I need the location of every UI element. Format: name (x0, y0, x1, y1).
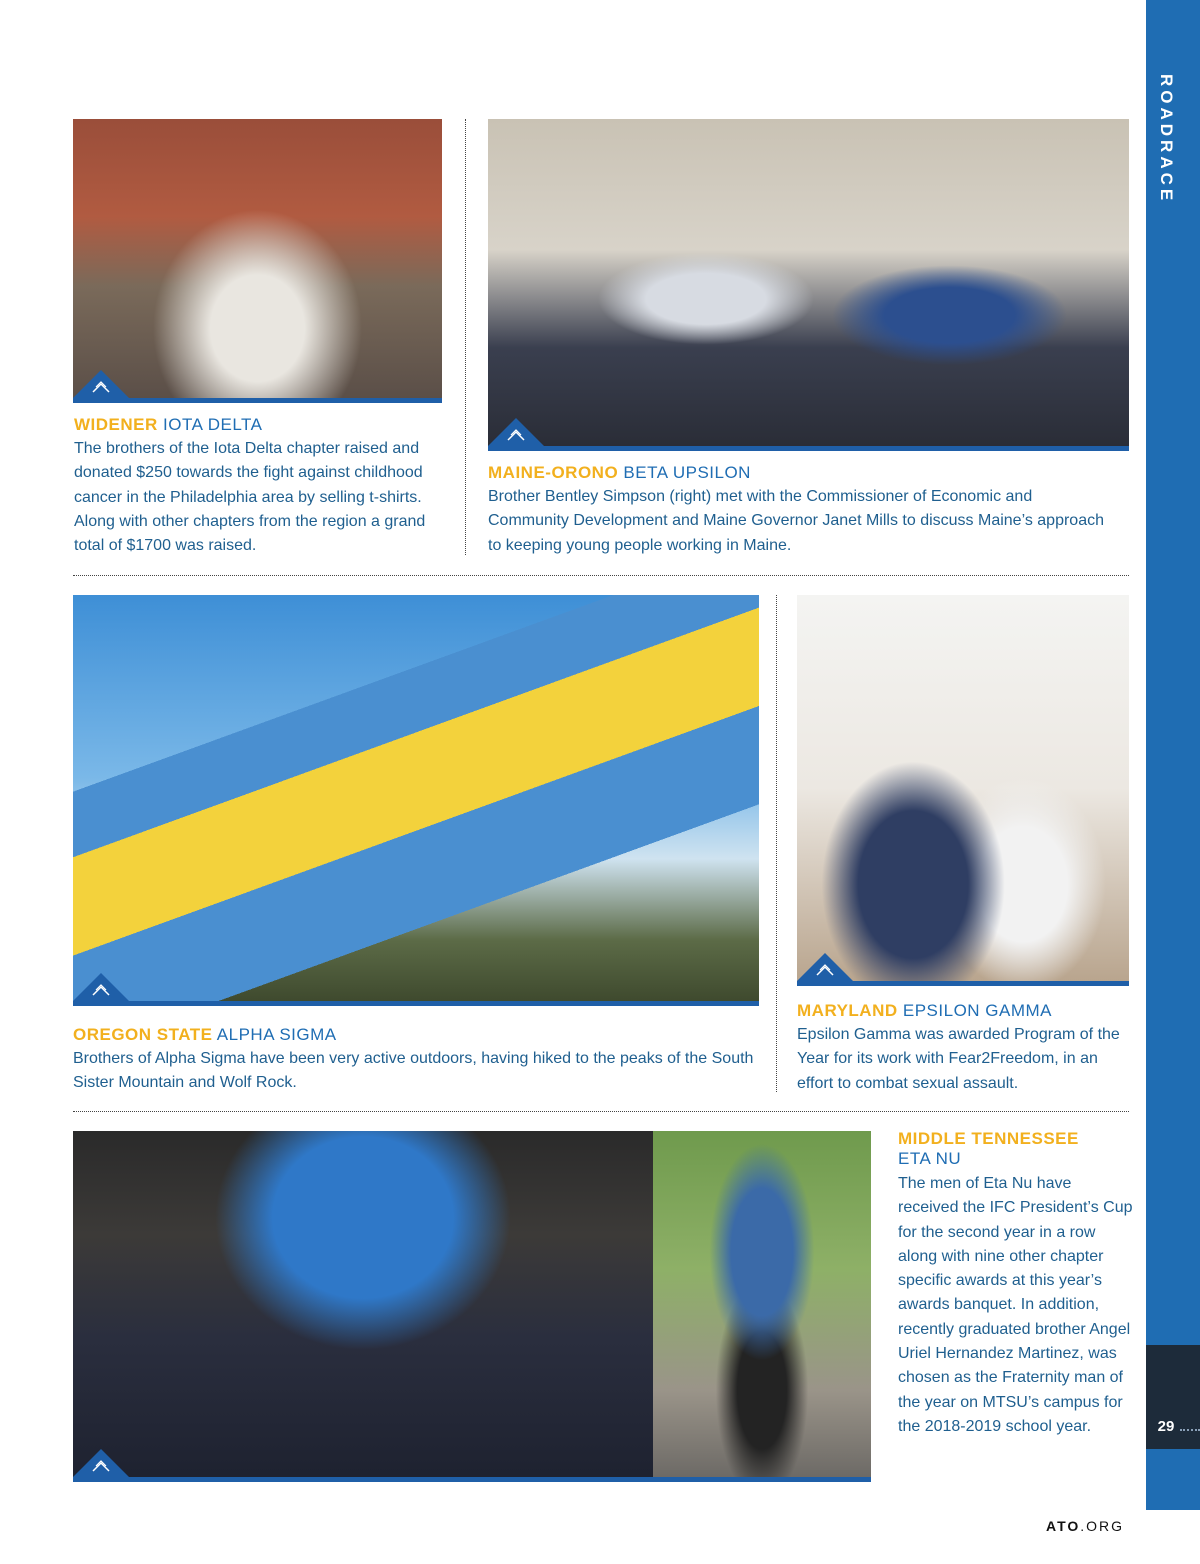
widener-photo (73, 119, 442, 403)
section-sidebar (1146, 0, 1200, 1510)
maine-school: MAINE-ORONO (488, 463, 619, 482)
widener-chapter: IOTA DELTA (163, 415, 263, 434)
row-divider (73, 1111, 1129, 1112)
row-divider (73, 575, 1129, 576)
mtsu-group-photo (73, 1131, 653, 1482)
maine-photo (488, 119, 1129, 451)
page-number: 29 (1157, 1418, 1175, 1435)
maine-body: Brother Bentley Simpson (right) met with the Commissioner of Economic and Community Development and Maine Governor Janet Mills to discuss Maine’s approach to keeping young people working in Maine. (488, 488, 1104, 554)
page-number-rule (1180, 1429, 1200, 1431)
oregon-school: OREGON STATE (73, 1025, 213, 1044)
oregon-photo (73, 595, 759, 1006)
maine-chapter: BETA UPSILON (623, 463, 751, 482)
oregon-heading (73, 1025, 337, 1045)
chevron-logo-icon (797, 951, 853, 981)
chevron-logo-icon (488, 416, 544, 446)
footer-suffix: .ORG (1080, 1518, 1125, 1534)
chevron-logo-icon (73, 971, 129, 1001)
chevron-logo-icon (73, 368, 129, 398)
widener-school: WIDENER (74, 415, 158, 434)
widener-body: The brothers of the Iota Delta chapter raised and donated $250 towards the fight against childhood cancer in the Philadelphia area by selling t-shirts. Along with other chapters from the region a grand total of $1700 was raised. (74, 440, 426, 555)
mtsu-school: MIDDLE TENNESSEE (898, 1129, 1079, 1148)
maryland-body: Epsilon Gamma was awarded Program of the Year for its work with Fear2Freedom, in an effort to combat sexual assault. (797, 1026, 1120, 1092)
column-divider (465, 119, 466, 555)
oregon-body: Brothers of Alpha Sigma have been very active outdoors, having hiked to the peaks of the South Sister Mountain and Wolf Rock. (73, 1050, 754, 1092)
oregon-chapter: ALPHA SIGMA (216, 1025, 337, 1044)
maryland-chapter: EPSILON GAMMA (902, 1001, 1053, 1020)
maine-heading (488, 463, 751, 483)
maryland-school: MARYLAND (797, 1001, 898, 1020)
section-label: ROADRACE (1157, 74, 1176, 205)
maryland-heading (797, 1001, 1052, 1021)
widener-heading (74, 415, 262, 435)
mtsu-heading (898, 1129, 1128, 1169)
mtsu-graduate-photo (653, 1131, 871, 1482)
footer-brand: ATO (1046, 1518, 1081, 1534)
column-divider (776, 595, 777, 1092)
site-footer (1046, 1518, 1124, 1534)
maryland-photo (797, 595, 1129, 986)
mtsu-body: The men of Eta Nu have received the IFC President’s Cup for the second year in a row along with nine other chapter specific awards at this year’s awards banquet. In addition, recently graduated brother Angel Uriel Hernandez Martinez, was chosen as the Fraternity man of the year on MTSU’s campus for the 2018-2019 school year. (898, 1175, 1133, 1435)
chevron-logo-icon (73, 1447, 129, 1477)
mtsu-chapter: ETA NU (898, 1149, 962, 1168)
